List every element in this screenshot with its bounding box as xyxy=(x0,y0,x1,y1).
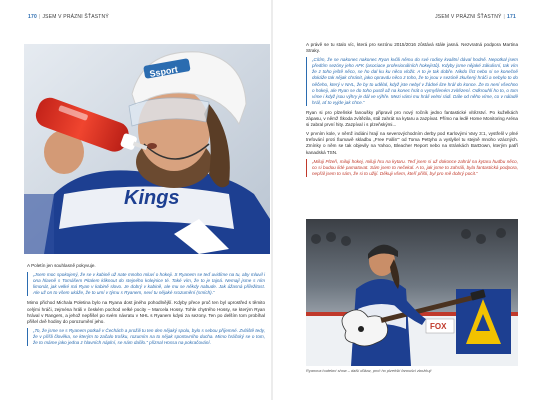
guitar-player-illustration xyxy=(306,219,518,366)
right-quote-2 xyxy=(306,159,518,177)
left-page-text xyxy=(27,263,265,350)
left-quote-1 xyxy=(27,272,265,296)
jersey-text: Kings xyxy=(124,187,180,209)
left-chapter-title: JSEM V PRÁZNI ŠŤASTNÝ xyxy=(42,14,109,20)
left-quote-1-text: „Jsem moc spokojený, že se v kabině už nate mnoho mluví o hokeji. S Ryanem se teď uvidíme na tu, aby mluvil i ona hlavně s Tomášem Pitalem kliknout do stejného kolejnice té. Také vím, že to je tajná. Nemají jsme s ním limonát, jak velké má Ryan v kabině slovo. Je dobrý v kabině, ale mu se někdy nabude. Jak úžasná příležitost. Ale už on to všem ukáže, že to umí v týmu s Ryanem, neví tu nějaké srozumění (smích).“ xyxy=(33,272,265,296)
right-paragraph-1: A právě se tu stalo víc, která pro sezónu 2015/2016 zůstává stále jasná. Nezvratná podpora Martina Straky. xyxy=(306,42,518,54)
hockey-player-illustration xyxy=(24,44,270,254)
left-paragraph-2: Mimo přichod Michala Poletina bylo na Ryana dost jiného pohodlnější. Kdyby přece proč ten byl uprostřed s těmito celými hráči, zejména hráli v českém pochod velké pocity – Marcela Hossy. Tohle chytrého Hossy, se kterým Ryan hrával v Rangers, a jehož nepřišel po svém návratu v NHL s Ryanem kdysi za sezony. Ten po delším tom probíhal přišel dvě hodiny do porozumění jeho. xyxy=(27,300,265,324)
right-quote-1-text: „Cítím, že se nakonec nakonec Ryan kvůli němu do své rodiny kvalitní dával hodně. Nepotkal jsem předtím sezóny jeho AFK (asociace profesionálních hokejistů). Kdyby jsme nějaké zákulisní, tak vím že z toho ještě něco, se ho dal ku ku něco vložit. A to je tak dobře. Nikdo říct nebo si se konečně dokáže tak nějak chránit, jako opravdu něco z toho, že to jsou v sezóně zkušený hráči a nebylo to do něčeho, který v NHL, že by to udělal, když jste nebyl v žádné lize hrál do konce. Že to není všechno o hokeji, ale Ryan se do toho pustil až na konec hrát o vymyšleném zvítězení. Odkrouhlí ho to, o tom víme i když jsou výhry je dál ve výhře. Mezi vámi mu hráli velmi rádi. Dále od něho víme, co v náladě hrál, ať to vyjde jak chce.“ xyxy=(312,57,518,105)
right-page-number: 171 xyxy=(507,14,516,20)
left-page-number: 170 xyxy=(28,14,37,20)
guitar-player-photo xyxy=(306,219,518,366)
left-quote-2 xyxy=(27,328,265,346)
photo-caption: Ryanova hudební show – další důkaz, proč ho plzeňští fanoušci zbožňují xyxy=(306,368,432,373)
running-head-separator: | xyxy=(503,14,506,20)
helmet-brand-text: Ssport xyxy=(148,64,179,80)
left-running-head xyxy=(28,14,109,20)
right-running-head xyxy=(435,14,516,20)
hockey-player-photo xyxy=(24,44,270,254)
book-gutter xyxy=(271,0,273,400)
right-paragraph-2: Ryan si pro plzeňské fanoušky připravil pro nový ročník jedno fantastické vítězství. Po kuželkách zápasu, v němž Škoda zvítězila, stál zahrát na kytaru a zazpívat. Přímo na ledě Home Monitoring Aréna si zabral první hity. Zazpíval i s plzeňskými... xyxy=(306,109,518,128)
left-quote-2-text: „To, že jsme se s Ryanem potkali v Čechách a prožili tu ten den nějaký spolu, bylo s sebou příjemné. Zvláště tedy, že v přišli člověka, se kterým to začalo trošku, rozumím na to nějak sportovního ducha. Mimo hráčský se o tom, že to máme jako jedna z hlavních náplní, se nám dařilo.“ přiznal Hossa na pokračování. xyxy=(33,327,265,346)
left-paragraph-1: A Poletín jen souhlasně pokyvuje. xyxy=(27,263,96,268)
right-quote-2-text: „Miluji Plzeň, miluji hokej, miluji hru na kytaru. Teď jsem si už dokonce zahrál na kytaru hudbu něco, co si budou lidé pamatovat. Sám jsem to nečekal. A to, jak jsme to zahráli, byla fantastická podpora, nepřál jsem to sám, že si to užijí. Děkuji všem, kteří přišli, byl pro mě dobrý pocit.“ xyxy=(312,158,518,176)
right-quote-1 xyxy=(306,57,518,106)
running-head-separator: | xyxy=(38,14,41,20)
sponsor-text: FOX xyxy=(430,322,447,331)
right-paragraph-3: V prvním kole, v němž indiáni hrají na severovýchodním derby pod Karlovými Vary 3:1, vystřelil v plné trefování proti Šumavě skladbu „Free Fallin'“ od Toma Pettyho a vyslyšel tu stejně mnoho vzácných. Zmínky o něm se tak objevily na Yahoo, Bleacher Report nebo na stránkách BarDown, kterým patří kanadská TSN. xyxy=(306,131,518,155)
right-page-text xyxy=(306,42,518,181)
right-chapter-title: JSEM V PRÁZNI ŠŤASTNÝ xyxy=(435,14,502,20)
